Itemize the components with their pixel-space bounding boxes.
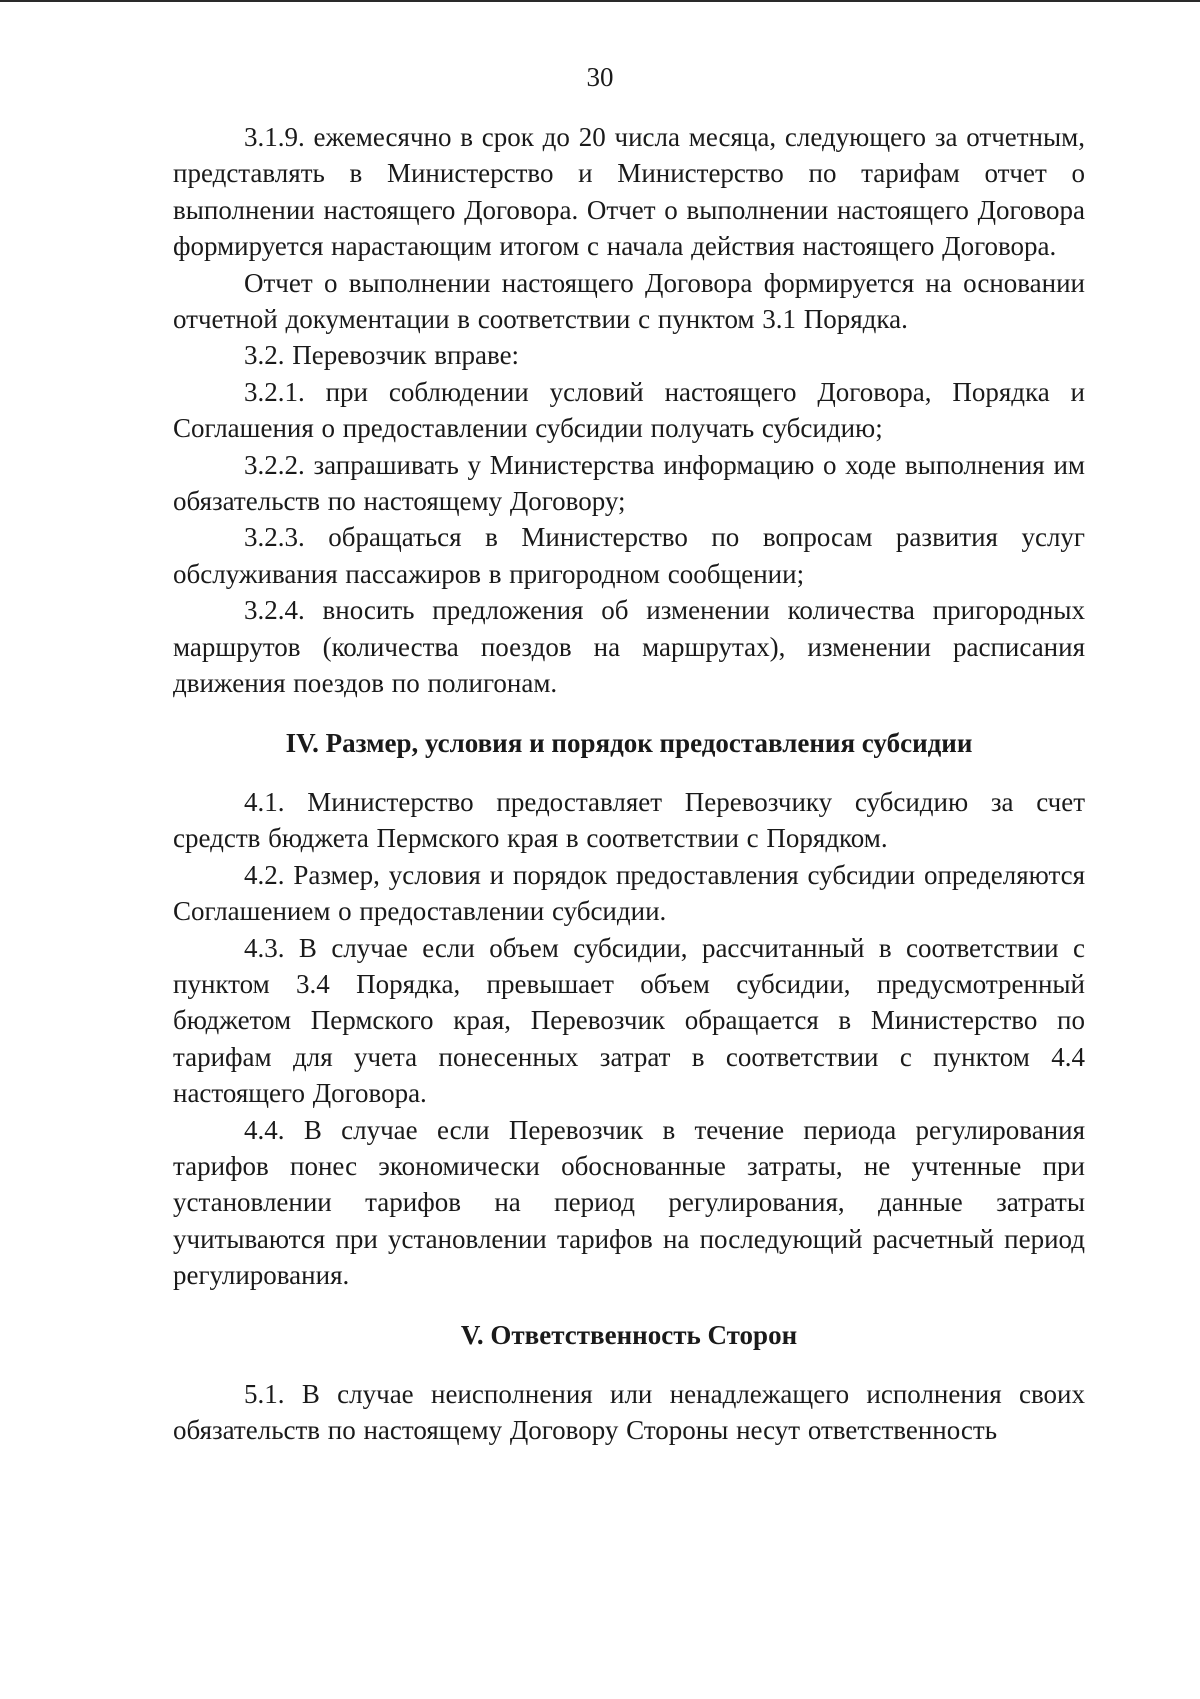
paragraph-report-basis: Отчет о выполнении настоящего Договора формируется на основании отчетной документации в соответствии с пунктом 3.1 Порядка. bbox=[173, 267, 1085, 335]
section-heading-v: V. Ответственность Сторон bbox=[460, 1319, 798, 1350]
paragraph-3-1-9: 3.1.9. ежемесячно в срок до 20 числа месяца, следующего за отчетным, представлять в Министерство и Министерство по тарифам отчет о выполнении настоящего Договора. Отчет о выполнении настоящего Договора формируется нарастающим итогом с начала действия настоящего Договора. bbox=[173, 122, 1085, 262]
paragraph-3-2-4: 3.2.4. вносить предложения об изменении количества пригородных маршрутов (количества поездов на маршрутах), изменении расписания движения поездов по полигонам. bbox=[173, 595, 1085, 699]
spacer bbox=[173, 1353, 1085, 1376]
spacer bbox=[173, 761, 1085, 784]
document-body bbox=[173, 119, 1085, 1449]
paragraph-4-3: 4.3. В случае если объем субсидии, рассчитанный в соответствии с пунктом 3.4 Порядка, превышает объем субсидии, предусмотренный бюджетом Пермского края, Перевозчик обращается в Министерство по тарифам для учета понесенных затрат в соответствии с пунктом 4.4 настоящего Договора. bbox=[173, 932, 1085, 1109]
paragraph-3-2: 3.2. Перевозчик вправе: bbox=[244, 340, 520, 371]
spacer bbox=[173, 702, 1085, 725]
page-top-edge bbox=[0, 0, 1200, 2]
paragraph-3-2-1: 3.2.1. при соблюдении условий настоящего Договора, Порядка и Соглашения о предоставлении субсидии получать субсидию; bbox=[173, 376, 1085, 444]
paragraph-4-1: 4.1. Министерство предоставляет Перевозчику субсидию за счет средств бюджета Пермского края в соответствии с Порядком. bbox=[173, 786, 1085, 854]
paragraph-3-2-3: 3.2.3. обращаться в Министерство по вопросам развития услуг обслуживания пассажиров в пригородном сообщении; bbox=[173, 522, 1085, 589]
section-heading-iv: IV. Размер, условия и порядок предоставления субсидии bbox=[285, 727, 973, 758]
spacer bbox=[173, 1294, 1085, 1317]
paragraph-4-4: 4.4. В случае если Перевозчик в течение периода регулирования тарифов понес экономически обоснованные затраты, не учтенные при установлении тарифов на период регулирования, данные затраты учитываются при установлении тарифов на последующий расчетный период регулирования. bbox=[173, 1114, 1085, 1291]
page-number: 30 bbox=[586, 62, 614, 92]
paragraph-4-2: 4.2. Размер, условия и порядок предоставления субсидии определяются Соглашением о предоставлении субсидии. bbox=[173, 859, 1085, 927]
paragraph-3-2-2: 3.2.2. запрашивать у Министерства информацию о ходе выполнения им обязательств по настоящему Договору; bbox=[173, 449, 1085, 517]
paragraph-5-1: 5.1. В случае неисполнения или ненадлежащего исполнения своих обязательств по настоящему Договору Стороны несут ответственность bbox=[173, 1379, 1085, 1446]
